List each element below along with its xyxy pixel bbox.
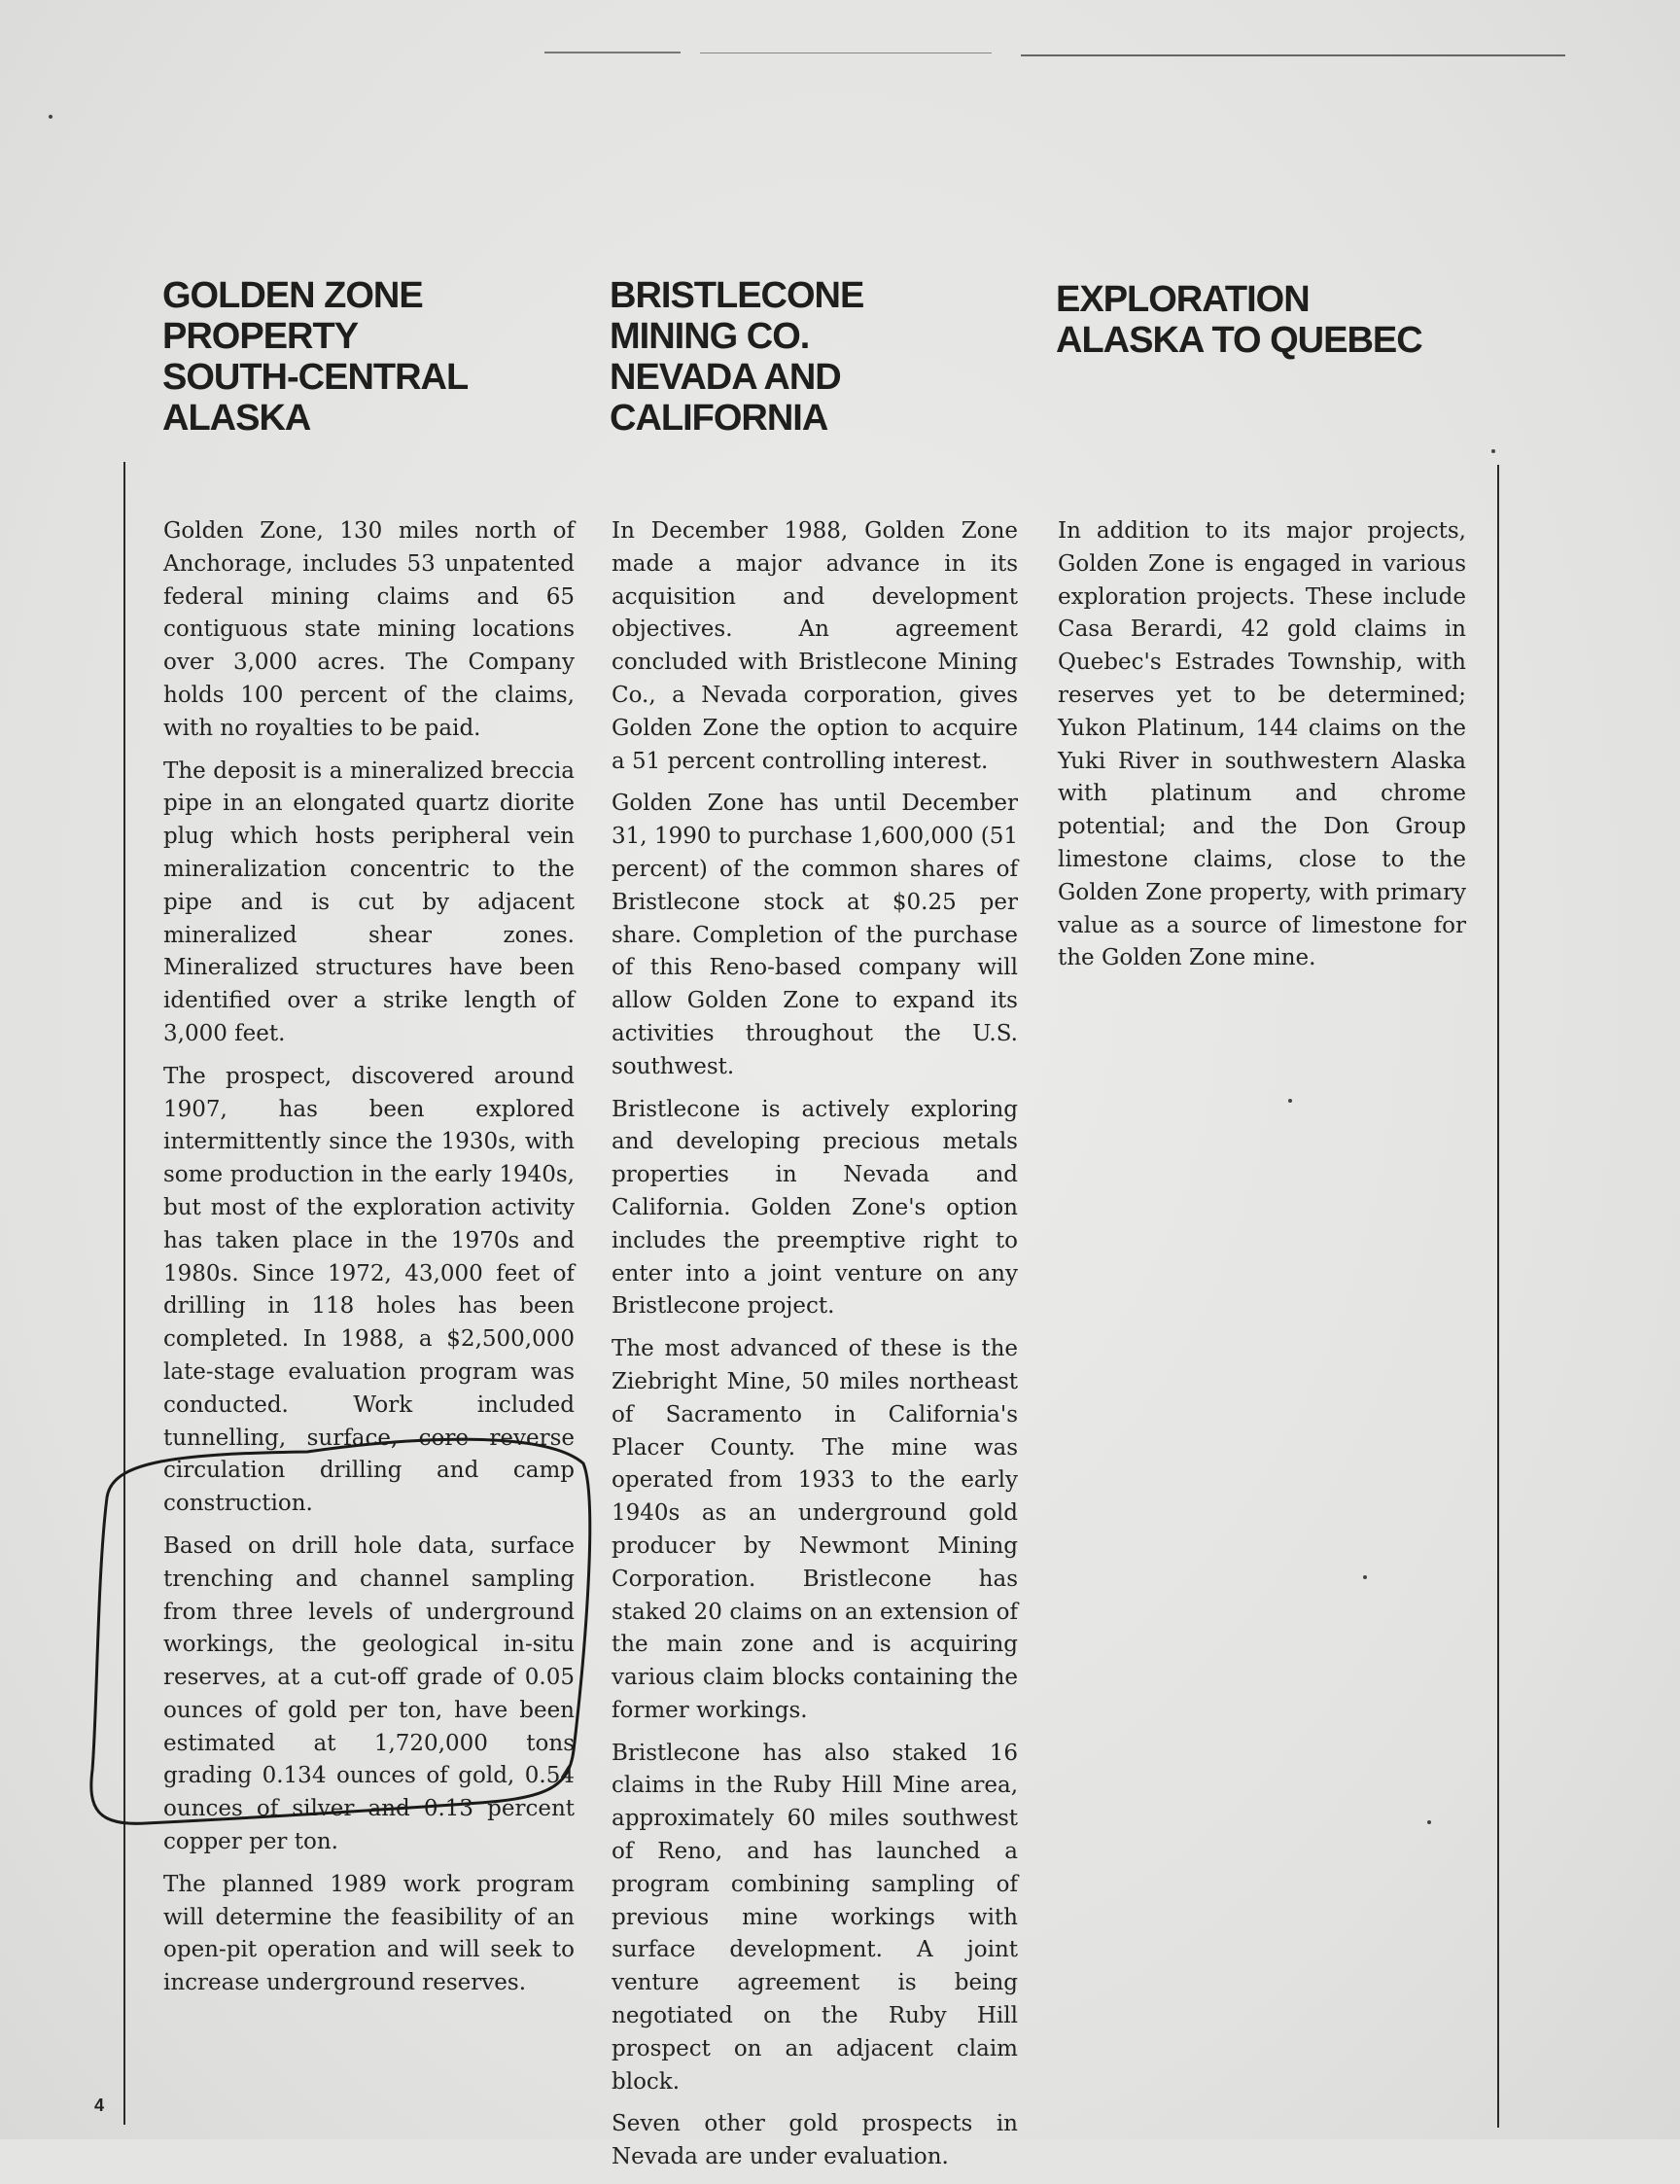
heading-line: MINING CO. [610,316,810,357]
heading-line: ALASKA [162,398,311,439]
paragraph: Golden Zone, 130 miles north of Anchorage, includes 53 unpatented federal mining claims and 65 contiguous state mining locations over 3,000 acres. The Company holds 100 percent of the claims, with no royalties to be paid. [163,518,575,741]
column-golden-zone [163,515,575,2010]
heading-line: GOLDEN ZONE [162,275,423,316]
scan-speck [49,115,52,119]
column-exploration [1058,515,1466,985]
heading-line: PROPERTY [162,316,359,357]
paragraph: The planned 1989 work program will determine the feasibility of an open-pit operation and will seek to increase underground reserves. [163,1871,575,1996]
heading-golden-zone [162,275,468,439]
heading-exploration [1056,279,1422,361]
paragraph: The most advanced of these is the Ziebright Mine, 50 miles northeast of Sacramento in California's Placer County. The mine was operated from 1933 to the early 1940s as an underground gold producer by Newmont Mining Corporation. Bristlecone has staked 20 claims on an extension of the main zone and is acquiring various claim blocks containing the former workings. [612,1336,1018,1723]
heading-line: BRISTLECONE [610,275,864,316]
scan-artifact-line [1021,54,1565,56]
page-number: 4 [94,2096,105,2115]
heading-line: EXPLORATION [1056,279,1310,320]
column-bristlecone [612,515,1018,2184]
paragraph: In addition to its major projects, Golden Zone is engaged in various exploration projects. These include Casa Berardi, 42 gold claims in Quebec's Estrades Township, with reserves yet to be determined; Yukon Platinum, 144 claims on the Yuki River in southwestern Alaska with platinum and chrome potential; and the Don Group limestone claims, close to the Golden Zone property, with primary value as a source of limestone for the Golden Zone mine. [1058,518,1466,971]
paragraph: In December 1988, Golden Zone made a major advance in its acquisition and development objectives. An agreement concluded with Bristlecone Mining Co., a Nevada corporation, gives Golden Zone the option to acquire a 51 percent controlling interest. [612,518,1018,774]
heading-line: ALASKA TO QUEBEC [1056,320,1422,361]
paragraph: Bristlecone has also staked 16 claims in the Ruby Hill Mine area, approximately 60 miles southwest of Reno, and has launched a program combining sampling of previous mine workings with surface development. A joint venture agreement is being negotiated on the Ruby Hill prospect on an adjacent claim block. [612,1740,1018,2095]
paragraph: The deposit is a mineralized breccia pipe in an elongated quartz diorite plug which hosts peripheral vein mineralization concentric to the pipe and is cut by adjacent mineralized shear zones. Mineralized structures have been identified over a strike length of 3,000 feet. [163,757,575,1046]
right-margin-rule [1497,465,1499,2128]
paragraph-reserves-circled: Based on drill hole data, surface trenching and channel sampling from three levels of underground workings, the geological in-situ reserves, at a cut-off grade of 0.05 ounces of gold per ton, have been estimated at 1,720,000 tons grading 0.134 ounces of gold, 0.54 ounces of silver and 0.13 percent copper per ton. [163,1532,575,1855]
paragraph: Golden Zone has until December 31, 1990 to purchase 1,600,000 (51 percent) of the common shares of Bristlecone stock at $0.25 per share. Completion of the purchase of this Reno-based company will allow Golden Zone to expand its activities throughout the U.S. southwest. [612,791,1018,1079]
heading-line: CALIFORNIA [610,398,828,439]
heading-bristlecone [610,275,863,439]
heading-line: NEVADA AND [610,357,841,398]
scan-speck [1427,1820,1431,1824]
scan-artifact-line [544,52,681,53]
left-margin-rule [123,462,125,2125]
scan-speck [1491,449,1495,453]
scan-speck [1288,1099,1292,1103]
paragraph: Bristlecone is actively exploring and developing precious metals properties in Nevada and California. Golden Zone's option includes the preemptive right to enter into a joint venture on any Bristlecone project. [612,1096,1018,1320]
paragraph: Seven other gold prospects in Nevada are under evaluation. [612,2111,1018,2170]
paragraph: The prospect, discovered around 1907, has been explored intermittently since the 1930s, with some production in the early 1940s, but most of the exploration activity has taken place in the 1970s and 1980s. Since 1972, 43,000 feet of drilling in 118 holes has been completed. In 1988, a $2,500,000 late-stage evaluation program was conducted. Work included tunnelling, surface, core reverse circulation drilling and camp construction. [163,1063,575,1517]
heading-line: SOUTH-CENTRAL [162,357,469,398]
scan-speck [1363,1575,1367,1579]
